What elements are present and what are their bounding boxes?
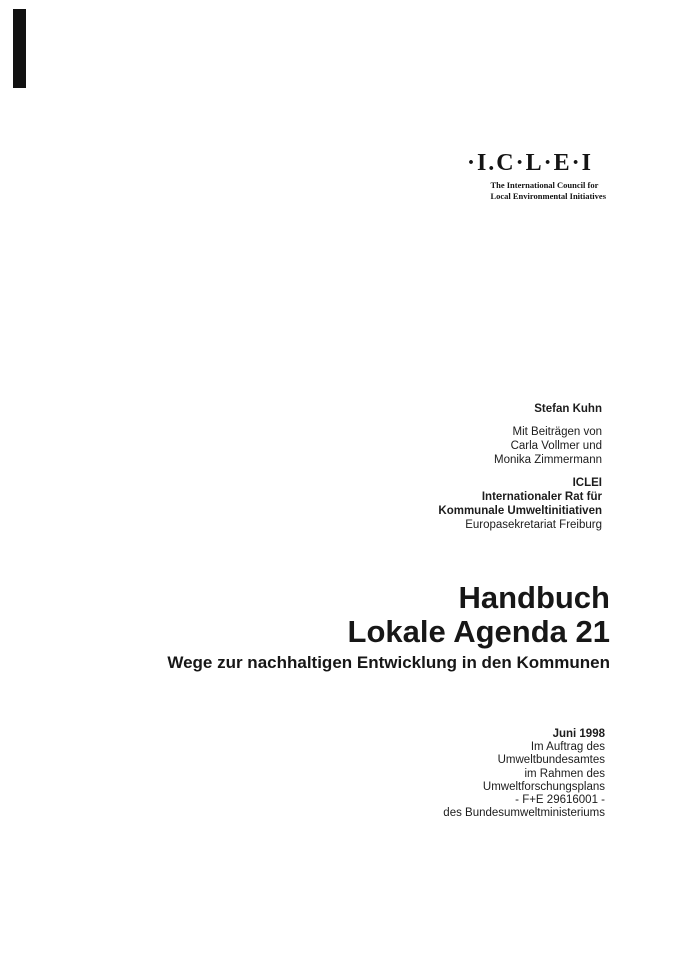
contributors-group (438, 425, 602, 467)
imprint-line6: des Bundesumweltministeriums (443, 807, 605, 820)
organization-office: Europasekretariat Freiburg (465, 519, 602, 531)
author-name-group (438, 402, 602, 416)
imprint-date: Juni 1998 (552, 728, 605, 740)
iclei-logo (467, 149, 606, 204)
iclei-wordmark: ·I.C·L·E·I (466, 150, 593, 176)
author-block (438, 402, 602, 532)
iclei-tagline (490, 180, 606, 201)
document-title (167, 581, 610, 649)
organization-name-line2: Kommunale Umweltinitiativen (438, 505, 602, 517)
imprint-line3: im Rahmen des (524, 767, 605, 780)
contributor-1: Carla Vollmer und (510, 440, 602, 452)
imprint-line2: Umweltbundesamtes (497, 754, 605, 767)
imprint-line4: Umweltforschungsplans (482, 780, 605, 793)
title-line1: Handbuch (458, 580, 610, 615)
scan-artifact-mark (13, 9, 26, 88)
title-line2: Lokale Agenda 21 (347, 614, 610, 649)
contributor-2: Monika Zimmermann (494, 454, 602, 466)
title-block (167, 581, 610, 673)
organization-group (438, 476, 602, 532)
iclei-tagline-line2: Local Environmental Initiatives (490, 190, 606, 201)
imprint-line5: - F+E 29616001 - (515, 794, 605, 807)
imprint-line1: Im Auftrag des (530, 741, 605, 754)
organization-name-line1: Internationaler Rat für (481, 491, 602, 503)
organization-acronym: ICLEI (572, 477, 602, 489)
contributors-intro: Mit Beiträgen von (512, 426, 602, 438)
iclei-tagline-line1: The International Council for (490, 180, 599, 190)
imprint-block (443, 728, 605, 820)
document-subtitle: Wege zur nachhaltigen Entwicklung in den Kommunen (167, 653, 610, 672)
author-name: Stefan Kuhn (534, 403, 602, 415)
